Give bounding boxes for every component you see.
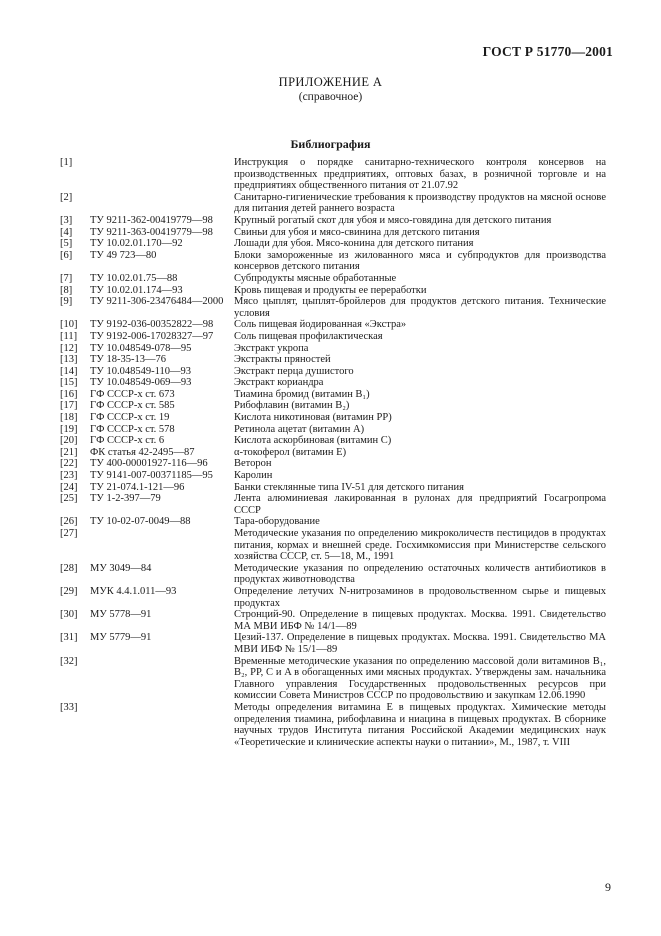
reference-description: Кровь пищевая и продукты ее переработки <box>234 284 427 296</box>
reference-number: [4] <box>60 226 73 238</box>
reference-description: Крупный рогатый скот для убоя и мясо-говядина для детского питания <box>234 214 552 226</box>
bibliography-entry <box>60 331 606 343</box>
reference-label <box>60 516 234 528</box>
reference-description: Соль пищевая профилактическая <box>234 330 383 342</box>
bibliography-entry <box>60 238 606 250</box>
bibliography-entry <box>60 319 606 331</box>
bibliography-entry <box>60 493 606 516</box>
reference-description: Блоки замороженные из жилованного мяса и субпродуктов для производства консервов детского питания <box>234 249 606 273</box>
reference-description: Санитарно-гигиенические требования к производству продуктов на мясной основе для питания детей раннего возраста <box>234 191 606 215</box>
bibliography-entry <box>60 296 606 319</box>
reference-description: Методические указания по определению остаточных количеств антибиотиков в продуктах животноводства <box>234 562 606 586</box>
reference-number: [12] <box>60 342 78 354</box>
reference-description: Экстракт кориандра <box>234 377 324 389</box>
reference-number: [15] <box>60 377 78 389</box>
reference-description: Тара-оборудование <box>234 516 320 528</box>
reference-description: Методы определения витамина Е в пищевых продуктах. Химические методы определения тиамина, рибофлавина и ниацина в пищевых продуктах. В сборнике научных трудов Института питания Российской Академии медицинских наук «Теоретические и клинические аспекты науки о питании», М., 1987, т. VIII <box>234 701 606 748</box>
reference-code: ТУ 9211-306-23476484—2000 <box>90 296 224 308</box>
reference-description: Экстракт перца душистого <box>234 365 354 377</box>
reference-number: [2] <box>60 191 73 203</box>
reference-description: Свиньи для убоя и мясо-свинина для детского питания <box>234 226 480 238</box>
reference-code: ТУ 10-02-07-0049—88 <box>90 516 191 528</box>
reference-code: ТУ 49 723—80 <box>90 249 157 261</box>
reference-description: Соль пищевая йодированная «Экстра» <box>234 319 407 331</box>
reference-description: Банки стеклянные типа IV-51 для детского питания <box>234 481 465 493</box>
reference-label <box>60 632 234 644</box>
reference-number: [17] <box>60 400 78 412</box>
reference-description: Лента алюминиевая лакированная в рулонах для предприятий Госагропрома СССР <box>234 493 606 516</box>
reference-label <box>60 447 234 459</box>
reference-code: МУК 4.4.1.011—93 <box>90 585 177 597</box>
reference-description: Веторон <box>234 458 272 470</box>
reference-description: Лошади для убоя. Мясо-конина для детского питания <box>234 238 474 250</box>
bibliography-entry <box>60 273 606 285</box>
bibliography-entry <box>60 227 606 239</box>
reference-number: [22] <box>60 458 78 470</box>
reference-label <box>60 656 234 668</box>
reference-code: ГФ СССР-х ст. 19 <box>90 412 170 424</box>
reference-code: ГФ СССР-х ст. 673 <box>90 388 175 400</box>
reference-number: [30] <box>60 609 78 621</box>
reference-label <box>60 389 234 401</box>
document-code: ГОСТ Р 51770—2001 <box>482 44 613 59</box>
reference-description: Определение летучих N-нитрозаминов в продовольственном сырье и пищевых продуктах <box>234 585 606 609</box>
reference-description: Ретинола ацетат (витамин А) <box>234 423 365 435</box>
reference-code: ТУ 21-074.1-121—96 <box>90 481 185 493</box>
reference-code: ТУ 10.048549-069—93 <box>90 377 192 389</box>
reference-label <box>60 609 234 621</box>
reference-label <box>60 586 234 598</box>
reference-number: [33] <box>60 701 78 713</box>
bibliography-entry <box>60 400 606 412</box>
reference-number: [23] <box>60 470 78 482</box>
bibliography-entry <box>60 563 606 586</box>
reference-number: [11] <box>60 330 78 342</box>
reference-label <box>60 227 234 239</box>
reference-label <box>60 296 234 308</box>
reference-number: [28] <box>60 562 78 574</box>
appendix-title: ПРИЛОЖЕНИЕ А <box>278 75 383 89</box>
reference-label <box>60 331 234 343</box>
reference-code: ТУ 10.02.01.170—92 <box>90 238 183 250</box>
reference-number: [32] <box>60 655 78 667</box>
reference-number: [20] <box>60 435 78 447</box>
reference-description: Кислота аскорбиновая (витамин С) <box>234 435 392 447</box>
reference-description: Инструкция о порядке санитарно-технического контроля консервов на производственных предприятиях, оптовых базах, в розничной торговле и на предприятиях общественного питания от 21.07.92 <box>234 157 606 192</box>
appendix-subtitle: (справочное) <box>298 91 363 103</box>
reference-label <box>60 250 234 262</box>
reference-label <box>60 273 234 285</box>
bibliography-entry <box>60 458 606 470</box>
bibliography-entry <box>60 377 606 389</box>
section-title: Библиография <box>290 137 371 151</box>
bibliography-entry <box>60 250 606 273</box>
bibliography-entry <box>60 157 606 192</box>
reference-code: ГФ СССР-х ст. 578 <box>90 423 175 435</box>
bibliography-entry <box>60 586 606 609</box>
reference-description: Временные методические указания по определению массовой доли витаминов B₁, B₂, PP, C и A в обогащенных ими мясных продуктах. Утверждены зам. начальника Главного управления Государственных продовольственных ресурсов при комиссии Совета Министров СССР по продовольствию и закупкам 12.06.1990 <box>234 655 606 702</box>
reference-label <box>60 157 234 169</box>
reference-label <box>60 215 234 227</box>
reference-label <box>60 424 234 436</box>
reference-label <box>60 493 234 505</box>
reference-number: [10] <box>60 319 78 331</box>
reference-code: ТУ 9192-006-17028327—97 <box>90 330 214 342</box>
reference-label <box>60 702 234 714</box>
reference-label <box>60 319 234 331</box>
reference-label <box>60 285 234 297</box>
reference-code: ТУ 9211-362-00419779—98 <box>90 214 213 226</box>
bibliography-entry <box>60 285 606 297</box>
reference-label <box>60 563 234 575</box>
reference-code: ТУ 18-35-13—76 <box>90 354 166 366</box>
bibliography-entry <box>60 656 606 702</box>
reference-code: ТУ 10.048549-110—93 <box>90 365 191 377</box>
reference-code: МУ 5778—91 <box>90 609 152 621</box>
reference-label <box>60 412 234 424</box>
reference-number: [7] <box>60 272 73 284</box>
bibliography-entry <box>60 528 606 563</box>
reference-code: ТУ 10.02.01.174—93 <box>90 284 183 296</box>
reference-label <box>60 238 234 250</box>
bibliography-entry <box>60 343 606 355</box>
bibliography-entry <box>60 215 606 227</box>
reference-description: Цезий-137. Определение в пищевых продуктах. Москва. 1991. Свидетельство МА МВИ ИБФ № 15/1—89 <box>234 632 606 655</box>
reference-number: [13] <box>60 354 78 366</box>
reference-label <box>60 435 234 447</box>
reference-description: Методические указания по определению микроколичеств пестицидов в продуктах питания, кормах и внешней среде. Госхимкомиссия при Министерстве сельского хозяйства СССР, ст. 5—18, М., 1991 <box>234 528 606 563</box>
reference-code: ТУ 9192-036-00352822—98 <box>90 319 214 331</box>
reference-number: [9] <box>60 296 73 308</box>
reference-description: Экстракты пряностей <box>234 354 331 366</box>
reference-description: Экстракт укропа <box>234 342 309 354</box>
reference-code: ГФ СССР-х ст. 6 <box>90 435 165 447</box>
reference-number: [26] <box>60 516 78 528</box>
bibliography-entry <box>60 424 606 436</box>
reference-label <box>60 192 234 204</box>
reference-number: [24] <box>60 481 78 493</box>
reference-code: ФК статья 42-2495—87 <box>90 446 195 458</box>
reference-label <box>60 400 234 412</box>
bibliography-entry <box>60 632 606 655</box>
bibliography-entry <box>60 482 606 494</box>
bibliography-list <box>60 157 606 748</box>
reference-description: Стронций-90. Определение в пищевых продуктах. Москва. 1991. Свидетельство МА МВИ ИБФ № 14/1—89 <box>234 609 606 632</box>
reference-code: ТУ 1-2-397—79 <box>90 493 161 505</box>
bibliography-entry <box>60 516 606 528</box>
bibliography-entry <box>60 447 606 459</box>
reference-code: ТУ 9141-007-00371185—95 <box>90 470 213 482</box>
reference-number: [18] <box>60 412 78 424</box>
reference-number: [25] <box>60 493 78 505</box>
bibliography-entry <box>60 702 606 748</box>
reference-description: Каролин <box>234 470 273 482</box>
reference-code: ТУ 10.048549-078—95 <box>90 342 192 354</box>
bibliography-entry <box>60 354 606 366</box>
reference-description: Тиамина бромид (витамин B₁) <box>234 388 370 400</box>
reference-code: МУ 3049—84 <box>90 562 152 574</box>
reference-code: ТУ 10.02.01.75—88 <box>90 272 178 284</box>
reference-description: Субпродукты мясные обработанные <box>234 272 397 284</box>
reference-number: [21] <box>60 446 78 458</box>
reference-label <box>60 482 234 494</box>
reference-code: ТУ 400-00001927-116—96 <box>90 458 208 470</box>
reference-description: Мясо цыплят, цыплят-бройлеров для продуктов детского питания. Технические условия <box>234 296 606 319</box>
reference-description: Рибофлавин (витамин B₂) <box>234 400 350 412</box>
reference-number: [1] <box>60 157 73 168</box>
reference-code: МУ 5779—91 <box>90 632 152 644</box>
reference-code: ТУ 9211-363-00419779—98 <box>90 226 213 238</box>
reference-label <box>60 343 234 355</box>
reference-label <box>60 470 234 482</box>
bibliography-entry <box>60 389 606 401</box>
reference-description: α-токоферол (витамин Е) <box>234 446 347 458</box>
reference-number: [27] <box>60 528 78 539</box>
reference-label <box>60 377 234 389</box>
bibliography-entry <box>60 609 606 632</box>
reference-label <box>60 458 234 470</box>
reference-number: [29] <box>60 585 78 597</box>
reference-number: [14] <box>60 365 78 377</box>
reference-label <box>60 528 234 540</box>
page-number: 9 <box>605 880 611 894</box>
reference-number: [31] <box>60 632 78 644</box>
reference-number: [19] <box>60 423 78 435</box>
bibliography-entry <box>60 192 606 215</box>
reference-number: [8] <box>60 284 73 296</box>
reference-label <box>60 354 234 366</box>
reference-description: Кислота никотиновая (витамин PP) <box>234 412 392 424</box>
bibliography-entry <box>60 412 606 424</box>
reference-number: [6] <box>60 249 73 261</box>
bibliography-entry <box>60 435 606 447</box>
reference-number: [3] <box>60 214 73 226</box>
reference-number: [5] <box>60 238 73 250</box>
bibliography-entry <box>60 366 606 378</box>
reference-number: [16] <box>60 388 78 400</box>
reference-code: ГФ СССР-х ст. 585 <box>90 400 175 412</box>
reference-label <box>60 366 234 378</box>
bibliography-entry <box>60 470 606 482</box>
